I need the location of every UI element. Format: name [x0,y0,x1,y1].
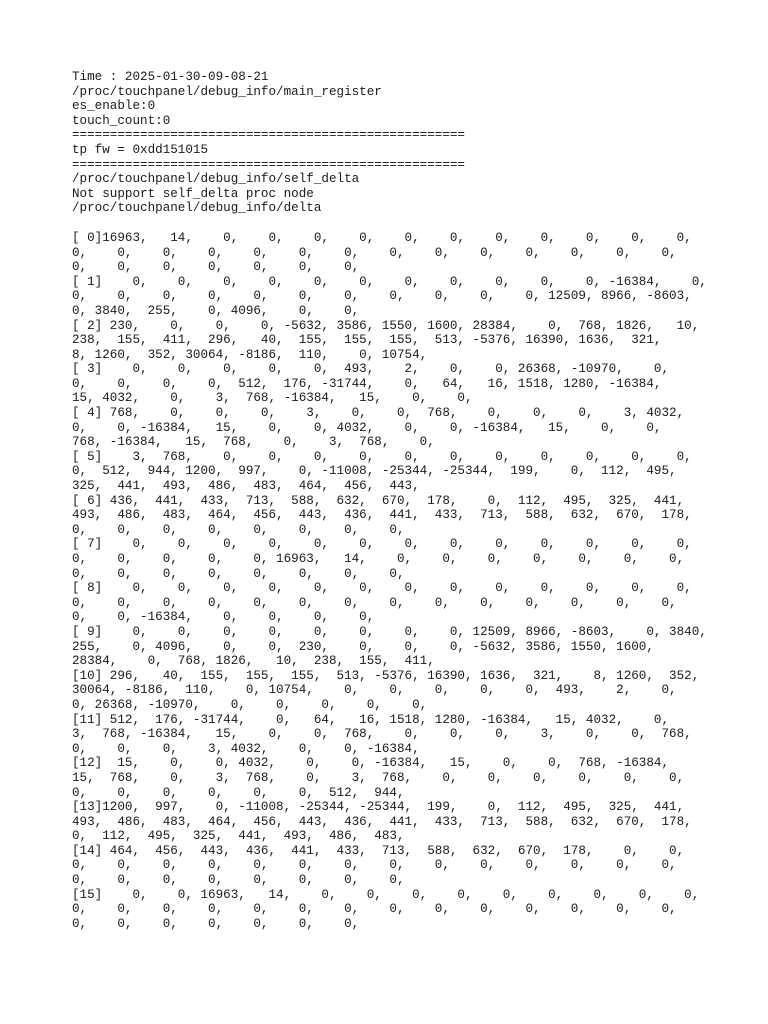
delta-row-line: [ 1] 0, 0, 0, 0, 0, 0, 0, 0, 0, 0, 0, -16384, 0, [72,274,707,289]
delta-row-line: 0, 0, 0, 0, 0, 0, 0, [72,260,360,275]
blank-line [72,216,752,231]
delta-row-line: 0, 0, 0, 0, 0, 0, 0, 0, [72,873,405,888]
delta-row-line: 30064, -8186, 110, 0, 10754, 0, 0, 0, 0, 0, 493, 2, 0, [72,683,677,698]
delta-row-line: 0, 112, 495, 325, 441, 493, 486, 483, [72,829,405,844]
delta-row-line: 0, 0, 0, 0, 0, 0, 0, 0, 0, 0, 0, 12509, 8966, -8603, [72,289,692,304]
touch-count-line: touch_count:0 [72,113,171,128]
timestamp-line: Time : 2025-01-30-09-08-21 [72,70,269,84]
delta-row-line: [13]1200, 997, 0, -11008, -25344, -25344, 199, 0, 112, 495, 325, 441, [72,800,685,815]
delta-row-line: 0, 0, 0, 0, 0, 0, 0, [72,916,360,931]
delta-row-line: 0, 0, 0, 3, 4032, 0, 0, -16384, [72,741,420,756]
self-delta-note: Not support self_delta proc node [72,186,314,201]
debug-log-document [72,70,752,931]
delta-row-line: [ 2] 230, 0, 0, 0, -5632, 3586, 1550, 1600, 28384, 0, 768, 1826, 10, [72,318,700,333]
delta-row-line: 3, 768, -16384, 15, 0, 0, 768, 0, 0, 0, 3, 0, 0, 768, [72,727,692,742]
delta-row-line: 0, 512, 944, 1200, 997, 0, -11008, -25344, -25344, 199, 0, 112, 495, [72,464,677,479]
delta-row-line: 493, 486, 483, 464, 456, 443, 436, 441, 433, 713, 588, 632, 670, 178, [72,814,692,829]
delta-row-line: 0, 0, -16384, 15, 0, 0, 4032, 0, 0, -16384, 15, 0, 0, [72,420,662,435]
delta-row-line: 0, 0, -16384, 0, 0, 0, 0, [72,610,375,625]
delta-row-line: 325, 441, 493, 486, 483, 464, 456, 443, [72,479,420,494]
delta-path: /proc/touchpanel/debug_info/delta [72,201,322,216]
delta-row-line: [ 9] 0, 0, 0, 0, 0, 0, 0, 0, 12509, 8966, -8603, 0, 3840, [72,624,707,639]
delta-row-line: [ 4] 768, 0, 0, 0, 3, 0, 0, 768, 0, 0, 0, 3, 4032, [72,406,685,421]
delta-row-line: 0, 0, 0, 0, 0, 16963, 14, 0, 0, 0, 0, 0, 0, 0, [72,552,685,566]
delta-row-line: 28384, 0, 768, 1826, 10, 238, 155, 411, [72,654,435,669]
delta-row-line: 0, 26368, -10970, 0, 0, 0, 0, 0, [72,697,428,712]
delta-row-line: [ 7] 0, 0, 0, 0, 0, 0, 0, 0, 0, 0, 0, 0, 0, [72,537,692,552]
delta-row-line: 8, 1260, 352, 30064, -8186, 110, 0, 10754, [72,347,428,362]
delta-row-line: 0, 0, 0, 0, 0, 0, 0, 0, [72,566,405,581]
delta-row-line: [12] 15, 0, 0, 4032, 0, 0, -16384, 15, 0, 0, 768, -16384, [72,756,670,771]
separator-line: ==================================================== [72,128,465,143]
delta-row-line: 0, 0, 0, 0, 0, 0, 0, 0, 0, 0, 0, 0, 0, 0, [72,902,677,917]
delta-matrix [72,231,752,932]
delta-row-line: 0, 0, 0, 0, 512, 176, -31744, 0, 64, 16, 1518, 1280, -16384, [72,376,662,391]
delta-row-line: [ 3] 0, 0, 0, 0, 0, 493, 2, 0, 0, 26368, -10970, 0, [72,362,670,377]
delta-row-line: 493, 486, 483, 464, 456, 443, 436, 441, 433, 713, 588, 632, 670, 178, [72,508,692,523]
delta-row-line: 238, 155, 411, 296, 40, 155, 155, 155, 513, -5376, 16390, 1636, 321, [72,333,662,348]
delta-row-line: 15, 768, 0, 3, 768, 0, 3, 768, 0, 0, 0, 0, 0, 0, [72,770,685,785]
delta-row-line: 0, 0, 0, 0, 0, 0, 0, 0, [72,522,405,537]
es-enable-line: es_enable:0 [72,99,156,114]
delta-row-line: [11] 512, 176, -31744, 0, 64, 16, 1518, 1280, -16384, 15, 4032, 0, [72,712,670,727]
delta-row-line: 0, 0, 0, 0, 0, 0, 0, 0, 0, 0, 0, 0, 0, 0, [72,245,677,260]
delta-row-line: 0, 3840, 255, 0, 4096, 0, 0, [72,303,360,318]
separator-line: ==================================================== [72,157,465,172]
delta-row-line: [15] 0, 0, 16963, 14, 0, 0, 0, 0, 0, 0, 0, 0, 0, [72,887,700,902]
self-delta-path: /proc/touchpanel/debug_info/self_delta [72,172,360,187]
delta-row-line: [ 0]16963, 14, 0, 0, 0, 0, 0, 0, 0, 0, 0, 0, 0, [72,230,692,245]
delta-row-line: [10] 296, 40, 155, 155, 155, 513, -5376, 16390, 1636, 321, 8, 1260, 352, [72,668,700,683]
delta-row-line: [ 8] 0, 0, 0, 0, 0, 0, 0, 0, 0, 0, 0, 0, 0, [72,581,692,596]
delta-row-line: 0, 0, 0, 0, 0, 0, 512, 944, [72,785,405,800]
tp-fw-line: tp fw = 0xdd151015 [72,142,209,157]
delta-row-line: [ 5] 3, 768, 0, 0, 0, 0, 0, 0, 0, 0, 0, 0, 0, [72,449,692,464]
delta-row-line: 0, 0, 0, 0, 0, 0, 0, 0, 0, 0, 0, 0, 0, 0, [72,595,677,610]
delta-row-line: [ 6] 436, 441, 433, 713, 588, 632, 670, 178, 0, 112, 495, 325, 441, [72,493,685,508]
delta-row-line: 15, 4032, 0, 3, 768, -16384, 15, 0, 0, [72,391,473,406]
delta-row-line: 768, -16384, 15, 768, 0, 3, 768, 0, [72,435,435,450]
delta-row-line: 0, 0, 0, 0, 0, 0, 0, 0, 0, 0, 0, 0, 0, 0, [72,858,677,873]
main-register-path: /proc/touchpanel/debug_info/main_register [72,84,382,99]
delta-row-line: 255, 0, 4096, 0, 0, 230, 0, 0, 0, -5632, 3586, 1550, 1600, [72,639,654,654]
delta-row-line: [14] 464, 456, 443, 436, 441, 433, 713, 588, 632, 670, 178, 0, 0, [72,843,685,858]
